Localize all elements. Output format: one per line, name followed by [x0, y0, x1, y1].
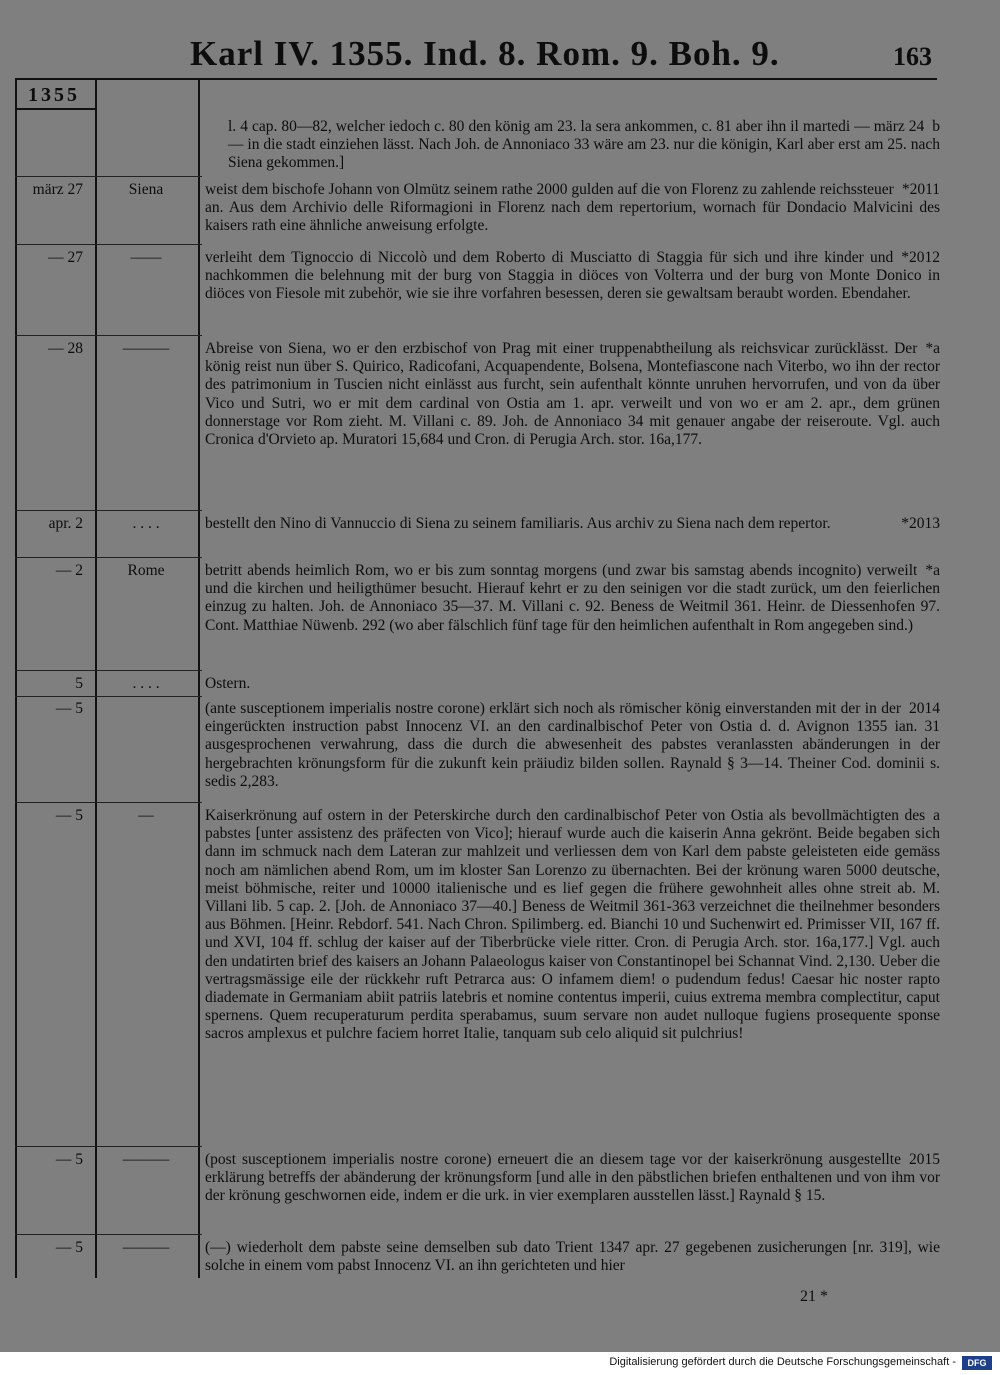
entry-body: betritt abends heimlich Rom, wo er bis zum sonntag morgens (und zwar bis samstag abends incognito) verweilt und die kirchen und heiligthümer besucht. Hierauf kehrt er zu den seinigen vor die stadt zurück, um den feierlichen einzug zu halten. Joh. de Annoniaco 35—37. M. Villani c. 92. Beness de Weitmil 361. Heinr. de Diessenhofen 97. Cont. Matthiae Nüwenb. 292 (wo aber fälschlich fünf tage für den heimlichen aufenthalt in Rom angegeben sind.) [205, 562, 940, 634]
entry-date: — 5 [55, 700, 83, 717]
separator [15, 802, 202, 803]
entry-ref: *2011 [901, 181, 940, 198]
entry-body: (post susceptionem imperialis nostre corone) erneuert die an diesem tage vor der kaiserkrönung ausgestellte erklärung betreffs der abänderung der krönungsform [und alle in den päbstlichen briefen enthaltenen und von ihm vor der krönung geschwornen eide, indem er die urk. in vier exemplaren ausstellen lässt.] Raynald § 15. [205, 1151, 940, 1205]
separator [15, 510, 202, 511]
footer-bar [0, 1352, 1000, 1375]
separator [15, 244, 202, 245]
separator [15, 1234, 202, 1235]
entry-ref: a [933, 807, 940, 824]
entry-date: — 27 [48, 249, 83, 266]
entry-ref: b [932, 118, 940, 135]
entry-text [205, 1239, 940, 1275]
entry-text [228, 118, 940, 173]
entry-body: weist dem bischofe Johann von Olmütz seinem rathe 2000 gulden auf die von Florenz zu zahlende reichssteuer an. Aus dem Archivio delle Riformagioni in Florenz nach dem repertorium, wornach für Dondacio Malvicini des kaisers rath eine ähnliche anweisung erfolgte. [205, 181, 940, 235]
entry-body: Ostern. [205, 675, 251, 692]
entry-date: 5 [75, 675, 83, 692]
entry-date: märz 27 [32, 181, 83, 198]
entry-text [205, 181, 940, 236]
column-rule-date [95, 78, 97, 1278]
entry-body: (ante susceptionem imperialis nostre corone) erklärt sich noch als römischer könig einverstanden mit der in der eingerückten instruction pabst Innocenz VI. an den cardinalbischof Peter von Ostia d. d. Avignon 1355 ian. 31 ausgesprochenen verwahrung, dass die durch die abwesenheit des pabstes veranlassten abänderungen in der hergebrachten krönungsform für die zukunft kein präiudiz bilden sollen. Raynald § 3—14. Theiner Cod. dominii s. sedis 2,283. [205, 700, 940, 790]
year-underline [15, 108, 97, 110]
entry-ref: *2012 [901, 249, 940, 266]
entry-place: . . . . [132, 515, 160, 532]
entry-text [205, 249, 940, 304]
page-number: 163 [893, 42, 932, 71]
top-rule [15, 78, 937, 80]
entry-text [205, 807, 940, 1044]
entry-date: — 5 [55, 807, 83, 824]
entry-body: Abreise von Siena, wo er den erzbischof von Prag mit einer truppenabtheilung als reichsvicar zurücklässt. Der könig reist nun über S. Quirico, Radicofani, Acquapendente, Bolsena, Montefiascone nach Viterbo, wo ihn der rector des patrimonium in Tuscien nicht einlässt aus furcht, sein aufenthalt könnte unruhen hervorrufen, und von da über Vico und Sutri, wo er mit dem cardinal von Ostia am 1. apr. verweilt und von wo er am 2. apr., dem grünen donnerstage vor Rom zieht. M. Villani c. 89. Joh. de Annoniaco 34 mit genauer angabe der reiseroute. Vgl. auch Cronica d'Orvieto ap. Muratori 15,684 und Cron. di Perugia Arch. stor. 16a,177. [205, 340, 940, 449]
entry-body: l. 4 cap. 80—82, welcher iedoch c. 80 den könig am 23. la sera ankommen, c. 81 aber ihn il martedi — märz 24 — in die stadt einziehen lässt. Nach Joh. de Annoniaco 33 wäre am 23. nur die königin, Karl aber erst am 25. nach Siena gekommen.] [228, 118, 940, 172]
entry-body: verleiht dem Tignoccio di Niccolò und dem Roberto di Musciatto di Staggia für sich und ihre kinder und nachkommen die belehnung mit der burg von Staggia in diöces von Volterra und der burg von Monte Donico in diöces von Fiesole mit zubehör, wie sie ihre vorfahren besessen, deren sie gewaltsam beraubt worden. Ebendaher. [205, 249, 940, 303]
dfg-logo: DFG [962, 1356, 992, 1370]
entry-ref: 2015 [909, 1151, 940, 1168]
separator [15, 335, 202, 336]
separator [15, 670, 202, 671]
column-rule-place [198, 78, 200, 1278]
separator [15, 1146, 202, 1147]
footer-credit: Digitalisierung gefördert durch die Deutsche Forschungsgemeinschaft - [609, 1356, 956, 1368]
entry-place: —— [130, 249, 162, 266]
entry-text [205, 340, 940, 449]
separator [15, 557, 202, 558]
entry-text [205, 700, 940, 791]
entry-place: ——— [122, 1151, 170, 1168]
entry-place: Rome [127, 562, 165, 579]
entry-date: — 5 [55, 1239, 83, 1256]
page-header [0, 28, 1000, 78]
entry-place: Siena [128, 181, 164, 198]
entry-date: — 28 [48, 340, 83, 357]
entry-text [205, 1151, 940, 1206]
signature-mark: 21 * [800, 1288, 828, 1305]
entry-date: — 5 [55, 1151, 83, 1168]
year-label: 1355 [28, 84, 80, 106]
entry-date: — 2 [55, 562, 83, 579]
entry-ref: *2013 [901, 515, 940, 532]
entry-body: bestellt den Nino di Vannuccio di Siena zu seinem familiaris. Aus archiv zu Siena nach dem repertor. [205, 515, 831, 532]
entry-body: (—) wiederholt dem pabste seine demselben sub dato Trient 1347 apr. 27 gegebenen zusicherungen [nr. 319], wie solche in einem vom pabst Innocenz VI. an ihn gerichteten und hier [205, 1239, 940, 1275]
entry-ref: 2014 [909, 700, 940, 717]
page-title: Karl IV. 1355. Ind. 8. Rom. 9. Boh. 9. [190, 34, 780, 73]
separator [15, 696, 202, 697]
entry-place: ——— [122, 1239, 170, 1256]
entry-ref: *a [925, 562, 940, 579]
entry-date: apr. 2 [48, 515, 83, 532]
entry-body: Kaiserkrönung auf ostern in der Peterskirche durch den cardinalbischof Peter von Ostia als bevollmächtigten des pabstes [unter assistenz des präfecten von Vico]; hierauf wurde auch die kaiserin Anna gekrönt. Beide begaben sich dann im schmuck nach dem Lateran zur mahlzeit und verliessen dem von Karl dem pabste geleisteten eide gemäss noch am nämlichen abend Rom, um im kloster San Lorenzo zu übernachten. Bei der krönung waren 5000 deutsche, meist böhmische, reiter und 10000 italienische und es lief gegen die frühere gewohnheit alles ohne streit ab. M. Villani lib. 5 cap. 2. [Joh. de Annoniaco 37—40.] Beness de Weitmil 361-363 verzeichnet die theilnehmer besonders aus Böhmen. [Heinr. Rebdorf. 541. Nach Chron. Spilimberg. ed. Bianchi 10 und Suchenwirt ed. Primisser VII, 167 ff. und XVI, 104 ff. schlug der kaiser auf der Tiberbrücke viele ritter. Cron. di Perugia Arch. stor. 16a,177.] Vgl. auch den undatirten brief des kaisers an Johann Palaeologus kaiser von Constantinopel bei Schannat Vind. 2,130. Ueber die vertragsmässige eile der rückkehr ruft Petrarca aus: O infamem diem! o pudendum fedus! Caesar hic noster rapto diademate in Germaniam abiit patriis latebris et nomine contentus imperii, cuius extrema membra complectitur, caput spernens. Quem recuperaturum perdita sperabamus, suum servare non audet nulloque fugiens prosequente sponse sacros amplexus et pulchre faciem horret Italie, tanquam sub celo aliquid sit pulchrius! [205, 807, 940, 1043]
entry-text [205, 675, 940, 693]
entry-text [205, 515, 940, 533]
entry-ref: *a [925, 340, 940, 357]
entry-place: — [138, 807, 154, 824]
separator [15, 176, 202, 177]
entry-text [205, 562, 940, 635]
entry-place: ——— [122, 340, 170, 357]
entry-place: . . . . [132, 675, 160, 692]
